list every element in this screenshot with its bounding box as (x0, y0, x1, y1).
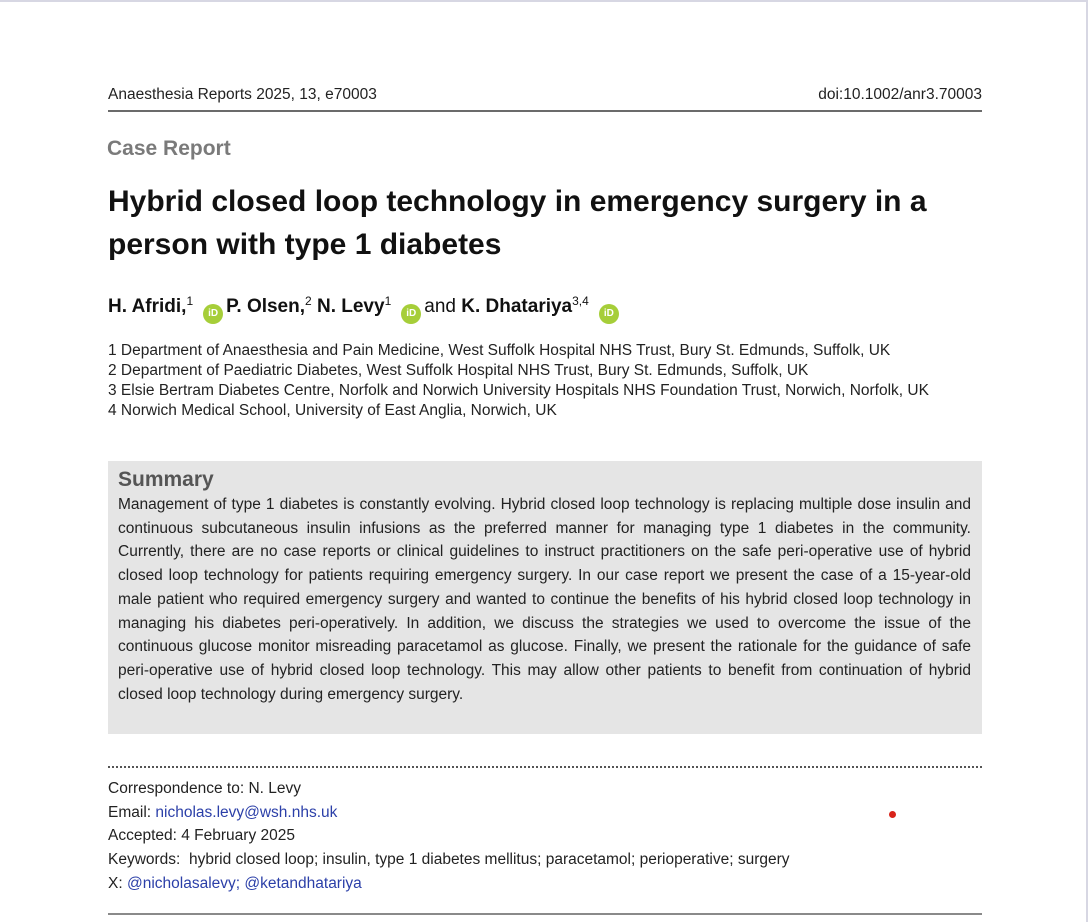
social-handles-link[interactable]: @nicholasalevy; @ketandhatariya (126, 874, 362, 892)
article-metadata (108, 777, 982, 896)
cursor-marker-dot (889, 811, 896, 818)
article-type-label: Case Report (107, 137, 231, 160)
email-row (108, 801, 982, 825)
journal-citation: Anaesthesia Reports 2025, 13, e70003 (108, 86, 377, 103)
author-name: P. Olsen, (226, 296, 306, 317)
author-list (108, 294, 982, 324)
author-affiliation-sup: 3,4 (572, 294, 589, 308)
viewer-frame-top (0, 0, 1088, 2)
summary-text: Management of type 1 diabetes is constantly evolving. Hybrid closed loop technology is replacing multiple dose insulin and continuous subcutaneous insulin infusions as the preferred manner for managing type 1 diabetes in the community. Currently, there are no case reports or clinical guidelines to instruct practitioners on the safe peri-operative use of hybrid closed loop technology for patients requiring emergency surgery. In our case report we present the case of a 15-year-old male patient who required emergency surgery and wanted to continue the benefits of his hybrid closed loop technology in managing his diabetes peri-operatively. In addition, we discuss the strategies we used to overcome the issue of the continuous glucose monitor misreading paracetamol as glucose. Finally, we present the rationale for the guidance of safe peri-operative use of hybrid closed loop technology. This may allow other patients to benefit from continuation of hybrid closed loop technology during emergency surgery. (118, 496, 971, 703)
correspondence-value: N. Levy (248, 780, 302, 797)
header-rule (108, 110, 982, 112)
author-conjunction: and (424, 296, 456, 317)
author-affiliation-sup: 1 (186, 294, 194, 308)
accepted-date: 4 February 2025 (181, 827, 295, 845)
accepted-label: Accepted: (108, 827, 177, 845)
summary-heading: Summary (118, 468, 214, 491)
summary-box (108, 461, 982, 734)
affiliation-item: 2 Department of Paediatric Diabetes, West Suffolk Hospital NHS Trust, Bury St. Edmunds, Suffolk, UK (108, 362, 809, 379)
author-name: H. Afridi, (108, 296, 187, 317)
orcid-icon[interactable]: iD (599, 304, 619, 324)
article-title: Hybrid closed loop technology in emergency surgery in a person with type 1 diabetes (108, 185, 927, 261)
correspondence-label: Correspondence to: (108, 780, 245, 797)
correspondence-row (108, 777, 982, 801)
author-affiliation-sup: 2 (305, 294, 312, 308)
keywords-value: hybrid closed loop; insulin, type 1 diabetes mellitus; paracetamol; perioperative; surgery (189, 851, 790, 869)
orcid-icon[interactable]: iD (203, 304, 223, 324)
doi-text: doi:10.1002/anr3.70003 (818, 86, 982, 103)
email-label: Email: (108, 803, 152, 821)
running-head (108, 86, 982, 110)
footer-rule (108, 913, 982, 915)
keywords-row (108, 848, 982, 872)
dotted-divider (108, 766, 982, 768)
author-affiliation-sup: 1 (384, 294, 392, 308)
affiliation-item: 1 Department of Anaesthesia and Pain Medicine, West Suffolk Hospital NHS Trust, Bury St. Edmunds, Suffolk, UK (108, 342, 891, 359)
orcid-icon[interactable]: iD (401, 304, 421, 324)
affiliation-item: 3 Elsie Bertram Diabetes Centre, Norfolk and Norwich University Hospitals NHS Foundation Trust, Norwich, Norfolk, UK (108, 382, 929, 399)
author-name: K. Dhatariya (461, 296, 573, 317)
affiliation-list (108, 341, 982, 421)
affiliation-item: 4 Norwich Medical School, University of East Anglia, Norwich, UK (108, 402, 557, 419)
social-row (108, 872, 982, 896)
accepted-row (108, 824, 982, 848)
email-link[interactable]: nicholas.levy@wsh.nhs.uk (155, 803, 338, 821)
author-name: N. Levy (316, 296, 385, 317)
keywords-label: Keywords: (108, 851, 181, 869)
social-label: X: (108, 874, 123, 892)
